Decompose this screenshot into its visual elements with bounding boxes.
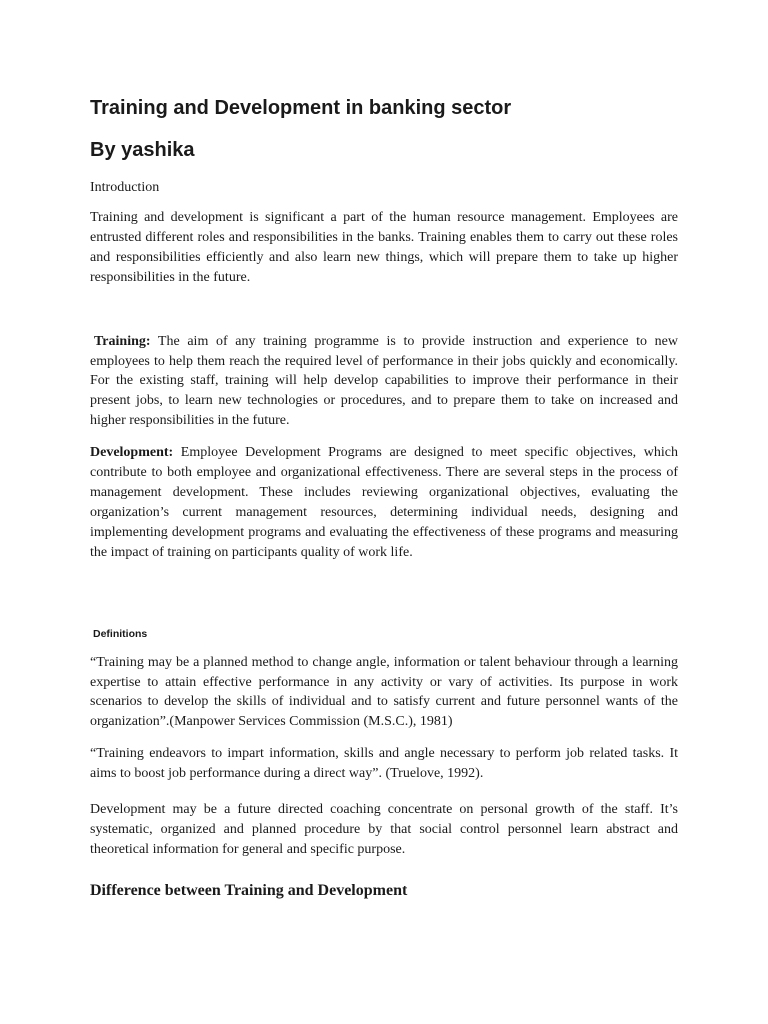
difference-heading: Difference between Training and Development: [90, 881, 408, 899]
introduction-paragraph: Training and development is significant a part of the human resource management. Employees are entrusted different roles and responsibilities in the banks. Training enables them to carry out these roles and responsibilities efficiently and also learn new things, which will prepare them to take up higher responsibilities in the future.: [90, 210, 678, 285]
document-title: Training and Development in banking sector: [90, 97, 512, 119]
training-label: Training:: [94, 333, 151, 349]
training-text: The aim of any training programme is to provide instruction and experience to new employees to help them reach the required level of performance in their jobs quickly and economically. For the existing staff, training will help develop capabilities to improve their performance in their present jobs, to learn new technologies or procedures, and to prepare them to take on increased and higher responsibilities in the future.: [90, 333, 678, 429]
definitions-heading: Definitions: [93, 627, 148, 640]
definition-quote-2: “Training endeavors to impart information, skills and angle necessary to perform job related tasks. It aims to boost job performance during a direct way”. (Truelove, 1992).: [90, 746, 678, 782]
introduction-heading: Introduction: [90, 180, 160, 195]
training-paragraph: [90, 332, 678, 432]
document-page: [90, 94, 678, 902]
definition-quote-1: “Training may be a planned method to change angle, information or talent behaviour through a learning expertise to attain effective performance in any activity or vary of activities. Its purpose in work scenarios to develop the skills of individual and to satisfy current and future personnel wants of the organization”.(Manpower Services Commission (M.S.C.), 1981): [90, 654, 678, 730]
document-author: By yashika: [90, 139, 195, 161]
development-label: Development:: [90, 445, 174, 461]
definition-development: Development may be a future directed coaching concentrate on personal growth of the staff. It’s systematic, organized and planned procedure by that social control personnel learn abstract and theoretical information for general and specific purpose.: [90, 802, 678, 857]
development-paragraph: [90, 443, 678, 562]
development-text: Employee Development Programs are designed to meet specific objectives, which contribute to both employee and organizational effectiveness. There are several steps in the process of management development. These includes reviewing organizational objectives, evaluating the organization’s current management resources, determining individual needs, designing and implementing development programs and evaluating the effectiveness of these programs and measuring the impact of training on participants quality of work life.: [90, 445, 678, 560]
